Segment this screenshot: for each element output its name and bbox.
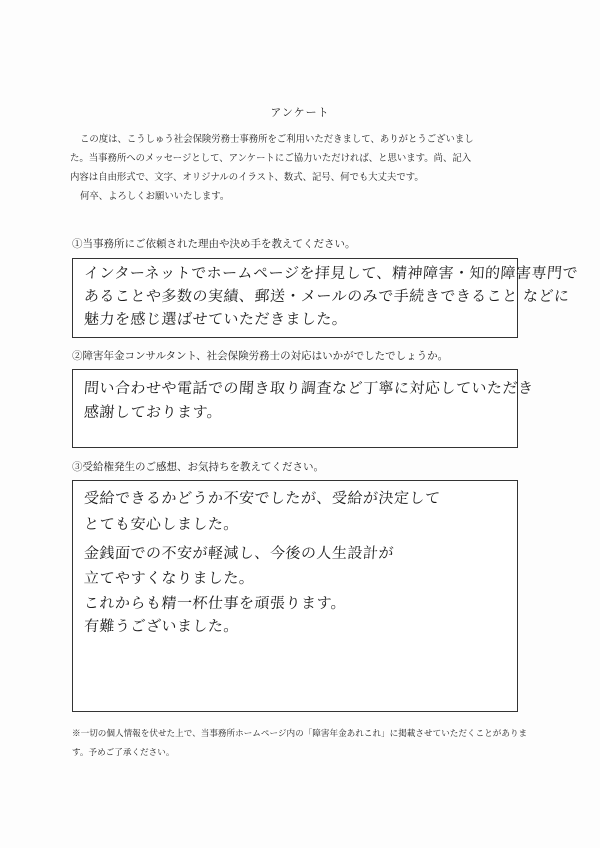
page-title: アンケート bbox=[270, 106, 330, 119]
answer-3-line: 立てやすくなりました。 bbox=[83, 569, 256, 587]
answer-3-line: 有難うございました。 bbox=[83, 617, 240, 635]
question-3-label: ③受給権発生のご感想、お気持ちを教えてください。 bbox=[72, 461, 324, 473]
intro-line: 内容は自由形式で、文字、オリジナルのイラスト、数式、記号、何でも大丈夫です。 bbox=[70, 172, 424, 183]
question-1-label: ①当事務所にご依頼された理由や決め手を教えてください。 bbox=[72, 238, 356, 250]
intro-text bbox=[70, 130, 540, 206]
answer-3-line: とても安心しました。 bbox=[83, 515, 240, 533]
intro-line: 何卒、よろしくお願いいたします。 bbox=[80, 191, 230, 202]
answer-2-line: 問い合わせや電話での聞き取り調査など丁寧に対応していただき bbox=[83, 379, 535, 397]
answer-3-line: これからも精一杯仕事を頑張ります。 bbox=[83, 594, 347, 612]
answer-1-line: 魅力を感じ選ばせていただきました。 bbox=[83, 310, 349, 328]
answer-3-line: 受給できるかどうか不安でしたが、受給が決定して bbox=[83, 489, 442, 507]
question-2-label: ②障害年金コンサルタント、社会保険労務士の対応はいかがでしたでしょうか。 bbox=[72, 350, 449, 362]
note-line: ※一切の個人情報を伏せた上で、当事務所ホームページ内の「障害年金あれこれ」に掲載させていただくことがありま bbox=[72, 729, 528, 739]
note-line: す。予めご了承ください。 bbox=[72, 748, 175, 758]
answer-1-line: インターネットでホームページを拝見して、精神障害・知的障害専門で bbox=[83, 264, 579, 282]
intro-line: この度は、こうしゅう社会保険労務士事務所をご利用いただきまして、ありがとうございまし bbox=[80, 134, 474, 145]
answer-3-line: 金銭面での不安が軽減し、今後の人生設計が bbox=[83, 544, 395, 562]
intro-line: た。当事務所へのメッセージとして、アンケートにご協力いただければ、と思います。尚、記入 bbox=[70, 153, 472, 164]
answer-1-line: あることや多数の実績、郵送・メールのみで手続きできること などに bbox=[83, 287, 571, 305]
answer-2-line: 感謝しております。 bbox=[83, 403, 223, 421]
privacy-note bbox=[72, 725, 532, 763]
